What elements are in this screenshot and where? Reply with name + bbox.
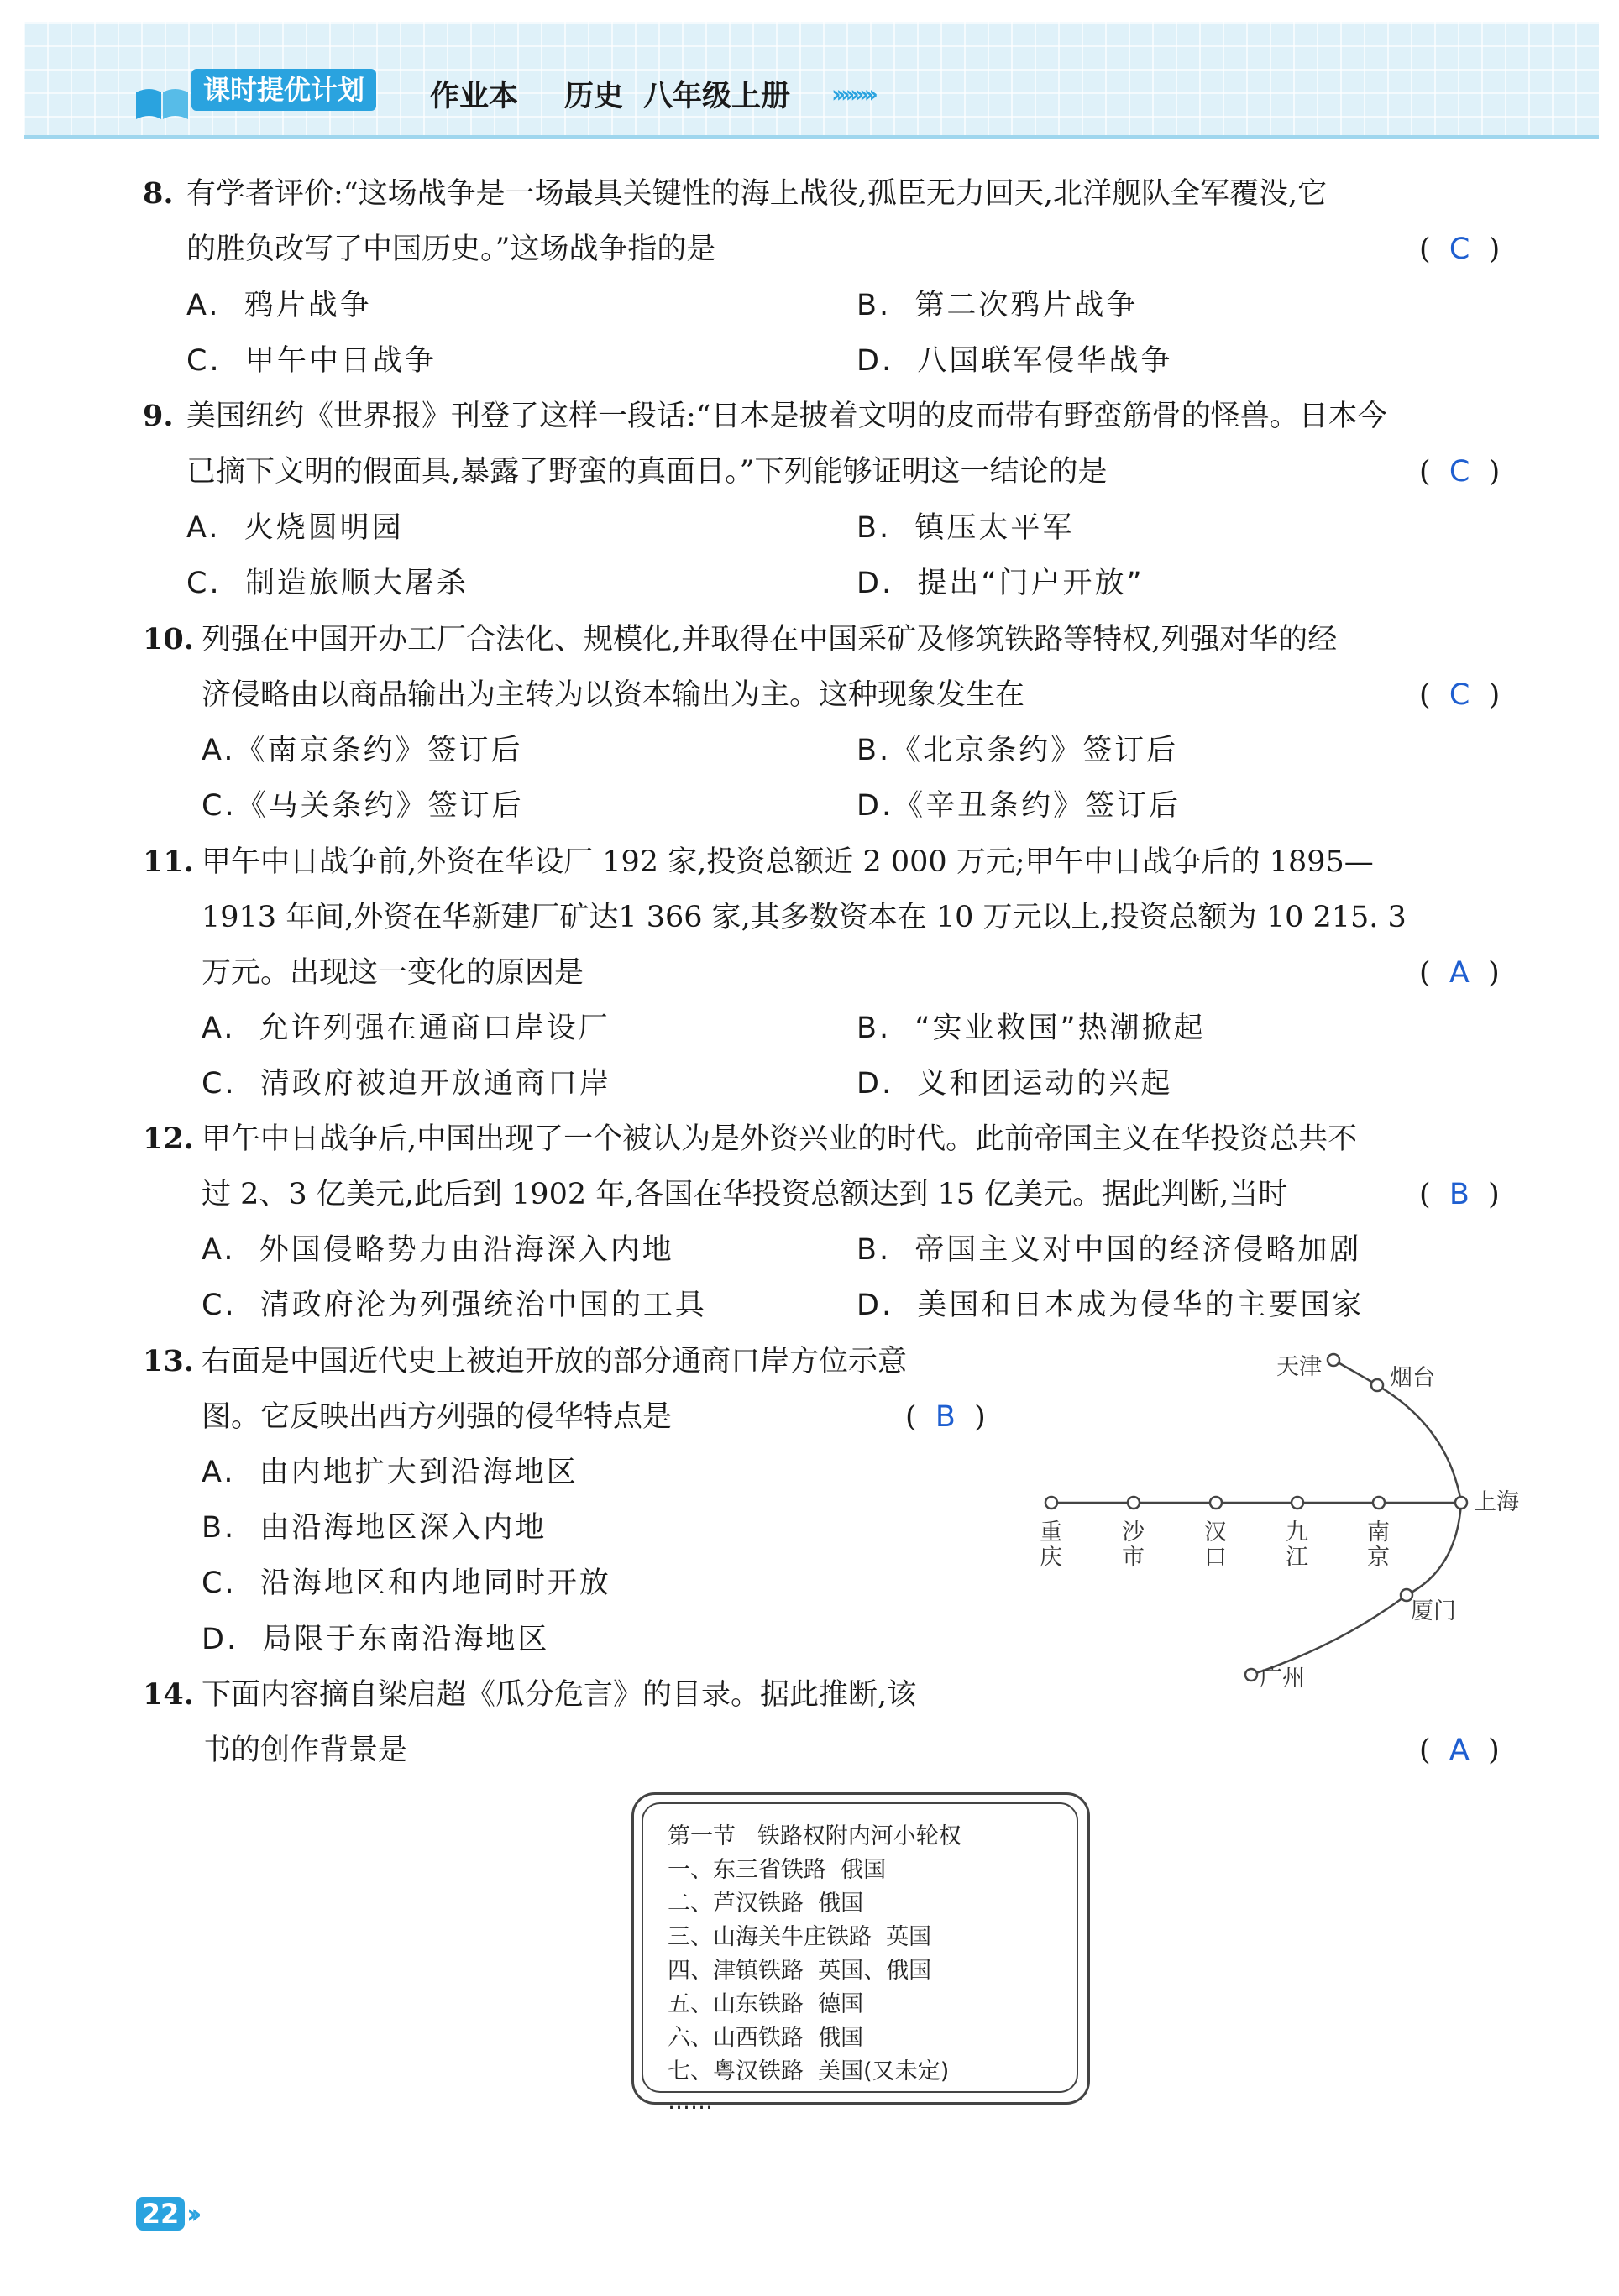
subject-title: 历史 bbox=[564, 80, 624, 113]
question-text: 下面内容摘自梁启超《瓜分危言》的目录。据此推断,该 bbox=[202, 1678, 917, 1712]
answer-bracket: ( C ) bbox=[1419, 455, 1501, 489]
option: B. 帝国主义对中国的经济侵略加剧 bbox=[857, 1233, 1362, 1267]
toc-line: 七、粤汉铁路 美国(又未定) bbox=[668, 2058, 950, 2084]
city-label-guangzhou: 广州 bbox=[1260, 1666, 1305, 1692]
port-marker-shanghai bbox=[1455, 1497, 1467, 1509]
open-book-icon bbox=[133, 81, 191, 123]
option: B.《北京条约》签订后 bbox=[857, 734, 1179, 767]
question-number: 12. bbox=[143, 1122, 194, 1156]
port-marker-nanjing bbox=[1373, 1497, 1385, 1509]
answer-letter: B bbox=[1449, 1178, 1470, 1211]
brand-logo: 课时提优计划 bbox=[191, 69, 376, 111]
option: C. 甲午中日战争 bbox=[186, 344, 437, 378]
city-label-xiamen: 厦门 bbox=[1411, 1598, 1456, 1624]
grade-title: 八年级上册 bbox=[643, 80, 791, 113]
option: D. 美国和日本成为侵华的主要国家 bbox=[857, 1289, 1365, 1322]
option: A. 外国侵略势力由沿海深入内地 bbox=[202, 1233, 674, 1267]
option: C. 清政府沦为列强统治中国的工具 bbox=[202, 1289, 707, 1322]
question-text: 图。它反映出西方列强的侵华特点是 bbox=[202, 1400, 673, 1434]
question-number: 8. bbox=[143, 176, 174, 211]
toc-line: 第一节 铁路权附内河小轮权 bbox=[668, 1823, 961, 1849]
question-text: 过 2、3 亿美元,此后到 1902 年,各国在华投资总额达到 15 亿美元。据此判断,当时 bbox=[202, 1178, 1288, 1211]
port-marker-chongqing bbox=[1045, 1497, 1057, 1509]
option: C. 制造旅顺大屠杀 bbox=[186, 567, 469, 600]
city-label-shashi: 市 bbox=[1122, 1545, 1145, 1571]
option: C. 沿海地区和内地同时开放 bbox=[202, 1566, 611, 1600]
header-divider bbox=[24, 135, 1599, 139]
question-number: 10. bbox=[143, 622, 194, 656]
page-number: 22 bbox=[136, 2197, 185, 2231]
port-marker-hankou bbox=[1210, 1497, 1222, 1509]
answer-bracket: ( B ) bbox=[905, 1400, 986, 1434]
option: B. 由沿海地区深入内地 bbox=[202, 1511, 548, 1545]
question-number: 9. bbox=[143, 399, 174, 433]
book-title: 作业本 bbox=[430, 80, 519, 113]
port-marker-tianjin bbox=[1328, 1354, 1339, 1366]
port-marker-yantai bbox=[1371, 1379, 1383, 1391]
city-label-jiujiang: 九 bbox=[1286, 1519, 1308, 1545]
city-label-hankou: 汉 bbox=[1204, 1519, 1227, 1545]
toc-line: …… bbox=[668, 2089, 713, 2115]
option: B. 第二次鸦片战争 bbox=[857, 289, 1139, 322]
toc-line: 三、山海关牛庄铁路 英国 bbox=[668, 1924, 932, 1950]
toc-line: 六、山西铁路 俄国 bbox=[668, 2025, 864, 2051]
question-text: 书的创作背景是 bbox=[202, 1734, 408, 1767]
city-label-chongqing: 庆 bbox=[1040, 1545, 1062, 1571]
question-text: 济侵略由以商品输出为主转为以资本输出为主。这种现象发生在 bbox=[202, 678, 1025, 712]
question-number: 14. bbox=[143, 1677, 194, 1712]
toc-line: 一、东三省铁路 俄国 bbox=[668, 1857, 887, 1883]
answer-bracket: ( B ) bbox=[1419, 1178, 1500, 1211]
answer-letter: A bbox=[1449, 956, 1470, 990]
toc-line: 五、山东铁路 德国 bbox=[668, 1991, 864, 2017]
toc-line: 二、芦汉铁路 俄国 bbox=[668, 1891, 864, 1917]
question-text: 美国纽约《世界报》刊登了这样一段话:“日本是披着文明的皮而带有野蛮筋骨的怪兽。日本今 bbox=[186, 400, 1387, 433]
option: A. 火烧圆明园 bbox=[186, 511, 404, 545]
page-chevron-icon: ›› bbox=[186, 2198, 196, 2230]
city-label-shashi: 沙 bbox=[1122, 1519, 1145, 1545]
answer-bracket: ( C ) bbox=[1419, 678, 1501, 712]
city-label-shanghai: 上海 bbox=[1474, 1489, 1519, 1515]
city-label-tianjin: 天津 bbox=[1276, 1354, 1322, 1380]
question-text: 列强在中国开办工厂合法化、规模化,并取得在中国采矿及修筑铁路等特权,列强对华的经 bbox=[202, 623, 1338, 656]
answer-letter: C bbox=[1449, 455, 1470, 489]
answer-letter: C bbox=[1449, 233, 1470, 266]
question-text: 万元。出现这一变化的原因是 bbox=[202, 956, 584, 990]
question-text: 1913 年间,外资在华新建厂矿达1 366 家,其多数资本在 10 万元以上,投资总额为 10 215. 3 bbox=[202, 901, 1407, 934]
port-marker-jiujiang bbox=[1292, 1497, 1303, 1509]
city-label-hankou: 口 bbox=[1204, 1545, 1227, 1571]
option: A. 由内地扩大到沿海地区 bbox=[202, 1456, 579, 1489]
option: A.《南京条约》签订后 bbox=[202, 734, 523, 767]
option: A. 鸦片战争 bbox=[186, 289, 372, 322]
city-label-chongqing: 重 bbox=[1040, 1519, 1062, 1545]
question-number: 11. bbox=[143, 845, 194, 879]
answer-letter: B bbox=[935, 1400, 956, 1434]
option: B. 镇压太平军 bbox=[857, 511, 1075, 545]
port-marker-shashi bbox=[1128, 1497, 1140, 1509]
option: D. 义和团运动的兴起 bbox=[857, 1067, 1173, 1101]
question-text: 甲午中日战争前,外资在华设厂 192 家,投资总额近 2 000 万元;甲午中日战争后的 1895— bbox=[202, 845, 1374, 879]
question-text: 已摘下文明的假面具,暴露了野蛮的真面目。”下列能够证明这一结论的是 bbox=[186, 455, 1108, 489]
option: C.《马关条约》签订后 bbox=[202, 789, 524, 823]
option: D. 八国联军侵华战争 bbox=[857, 344, 1173, 378]
coast-curve bbox=[1251, 1360, 1461, 1675]
header-chevrons-icon: ››››››››› bbox=[831, 80, 873, 108]
answer-bracket: ( A ) bbox=[1419, 956, 1500, 990]
toc-line: 四、津镇铁路 英国、俄国 bbox=[668, 1958, 932, 1984]
question-text: 右面是中国近代史上被迫开放的部分通商口岸方位示意 bbox=[202, 1345, 908, 1378]
city-label-nanjing: 京 bbox=[1367, 1545, 1390, 1571]
port-marker-guangzhou bbox=[1245, 1669, 1257, 1681]
option: D.《辛丑条约》签订后 bbox=[857, 789, 1182, 823]
option: A. 允许列强在通商口岸设厂 bbox=[202, 1012, 610, 1045]
question-text: 的胜负改写了中国历史。”这场战争指的是 bbox=[186, 233, 716, 266]
option: D. 提出“门户开放” bbox=[857, 567, 1145, 600]
city-label-yantai: 烟台 bbox=[1390, 1365, 1435, 1391]
option: D. 局限于东南沿海地区 bbox=[202, 1623, 550, 1656]
answer-bracket: ( A ) bbox=[1419, 1734, 1500, 1767]
option: B. “实业救国”热潮掀起 bbox=[857, 1012, 1206, 1045]
answer-bracket: ( C ) bbox=[1419, 233, 1501, 266]
answer-letter: C bbox=[1449, 678, 1470, 712]
answer-letter: A bbox=[1449, 1734, 1470, 1767]
question-text: 有学者评价:“这场战争是一场最具关键性的海上战役,孤臣无力回天,北洋舰队全军覆没,它 bbox=[186, 177, 1328, 211]
question-text: 甲午中日战争后,中国出现了一个被认为是外资兴业的时代。此前帝国主义在华投资总共不 bbox=[202, 1122, 1358, 1156]
city-label-jiujiang: 江 bbox=[1286, 1545, 1308, 1571]
question-number: 13. bbox=[143, 1344, 194, 1378]
treaty-ports-map bbox=[1016, 1335, 1537, 1704]
option: C. 清政府被迫开放通商口岸 bbox=[202, 1067, 611, 1101]
city-label-nanjing: 南 bbox=[1367, 1519, 1390, 1545]
